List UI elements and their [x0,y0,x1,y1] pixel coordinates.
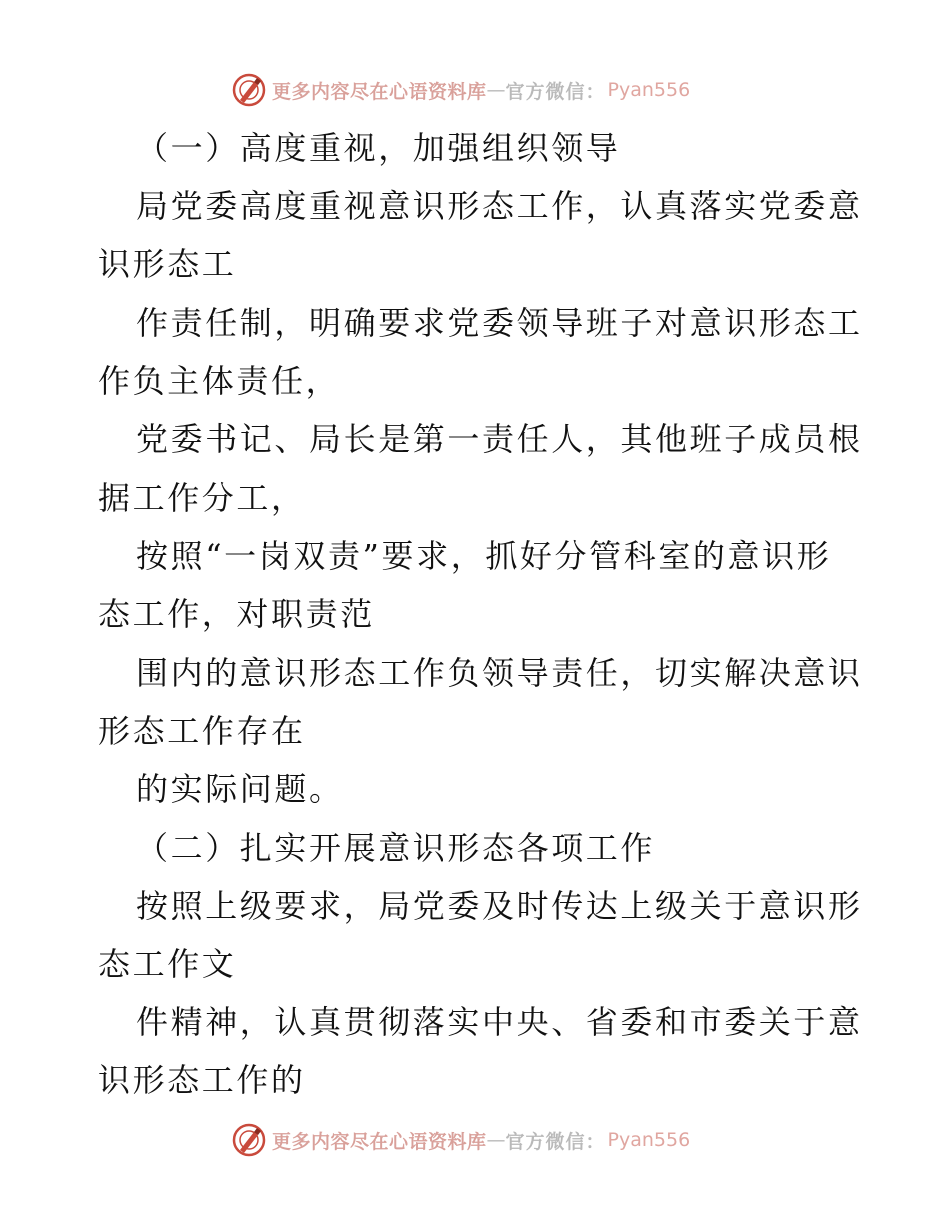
watermark-footer [232,1122,690,1158]
section-heading-1: （一）高度重视，加强组织领导 [136,129,621,167]
watermark-brand: 更多内容尽在心语资料库 [272,80,487,103]
paragraph-line: 件精神，认真贯彻落实中央、省委和市委关于意 [136,1003,863,1041]
paragraph-line: 围内的意识形态工作负领导责任，切实解决意识 [136,654,863,692]
pen-logo-icon [232,73,266,107]
paragraph-line: 按照上级要求，局党委及时传达上级关于意识形 [136,887,863,925]
paragraph-line: 态工作，对职责范 [98,595,375,633]
paragraph-line: 识形态工 [98,245,237,283]
watermark-wechat-id: Pyan556 [607,1129,691,1151]
paragraph-line: 党委书记、局长是第一责任人，其他班子成员根 [136,420,863,458]
watermark-header [232,72,690,108]
watermark-label: 官方微信： [505,1130,606,1153]
pen-logo-icon [232,1123,266,1157]
paragraph-line: 作负主体责任， [98,362,341,400]
paragraph-line: 局党委高度重视意识形态工作，认真落实党委意 [136,187,863,225]
paragraph-line: 的实际问题。 [136,770,344,808]
watermark-label: 官方微信： [505,80,606,103]
paragraph-line: 形态工作存在 [98,712,306,750]
paragraph-line: 作责任制，明确要求党委领导班子对意识形态工 [136,304,863,342]
section-heading-2: （二）扎实开展意识形态各项工作 [136,829,656,867]
watermark-separator: — [486,79,506,101]
watermark-brand: 更多内容尽在心语资料库 [272,1130,487,1153]
paragraph-line: 按照“一岗双责”要求，抓好分管科室的意识形 [136,537,832,575]
watermark-separator: — [486,1129,506,1151]
watermark-wechat-id: Pyan556 [607,79,691,101]
paragraph-line: 态工作文 [98,945,237,983]
paragraph-line: 据工作分工， [98,479,306,517]
paragraph-line: 识形态工作的 [98,1061,306,1099]
